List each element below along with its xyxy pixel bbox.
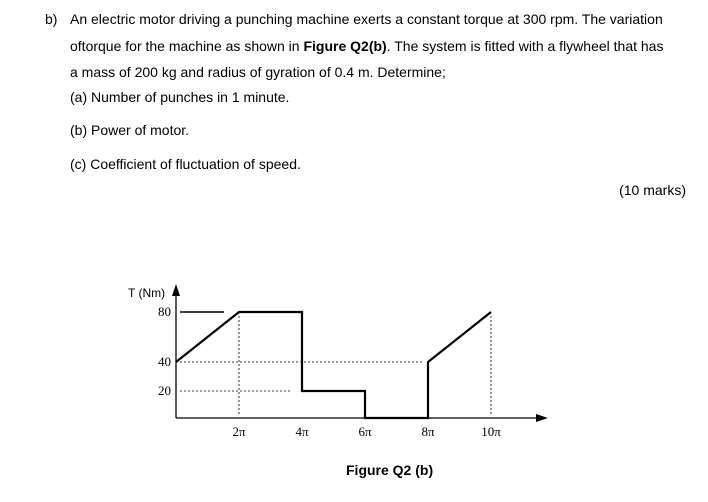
x-tick-label-2: 4π	[295, 424, 309, 439]
marks-label: (10 marks)	[619, 182, 686, 198]
question-label: b)	[45, 11, 58, 27]
question-line-2-pre: oftorque for the machine as shown in	[70, 38, 304, 54]
x-tick-label-5: 10π	[481, 424, 501, 439]
x-tick-label-3: 6π	[358, 424, 372, 439]
x-tick-label-4: 8π	[421, 424, 435, 439]
question-line-2-post: . The system is fitted with a flywheel that has	[386, 38, 664, 54]
part-c: (c) Coefficient of fluctuation of speed.	[70, 156, 301, 172]
question-line-1: An electric motor driving a punching machine exerts a constant torque at 300 rpm. The variation	[70, 11, 663, 27]
part-a: (a) Number of punches in 1 minute.	[70, 89, 290, 105]
question-line-3: a mass of 200 kg and radius of gyration of 0.4 m. Determine;	[70, 64, 446, 80]
y-axis-label: T (Nm)	[128, 286, 166, 300]
x-tick-label-1: 2π	[232, 424, 246, 439]
y-tick-label-20: 20	[158, 383, 171, 398]
y-axis-arrow	[172, 284, 180, 296]
figure-caption: Figure Q2 (b)	[346, 462, 434, 478]
x-axis-arrow	[536, 414, 548, 422]
figure-reference: Figure Q2(b)	[303, 38, 387, 54]
y-tick-label-40: 40	[158, 354, 171, 369]
torque-curve	[176, 312, 491, 418]
y-tick-label-80: 80	[158, 304, 171, 319]
part-b: (b) Power of motor.	[70, 122, 190, 138]
